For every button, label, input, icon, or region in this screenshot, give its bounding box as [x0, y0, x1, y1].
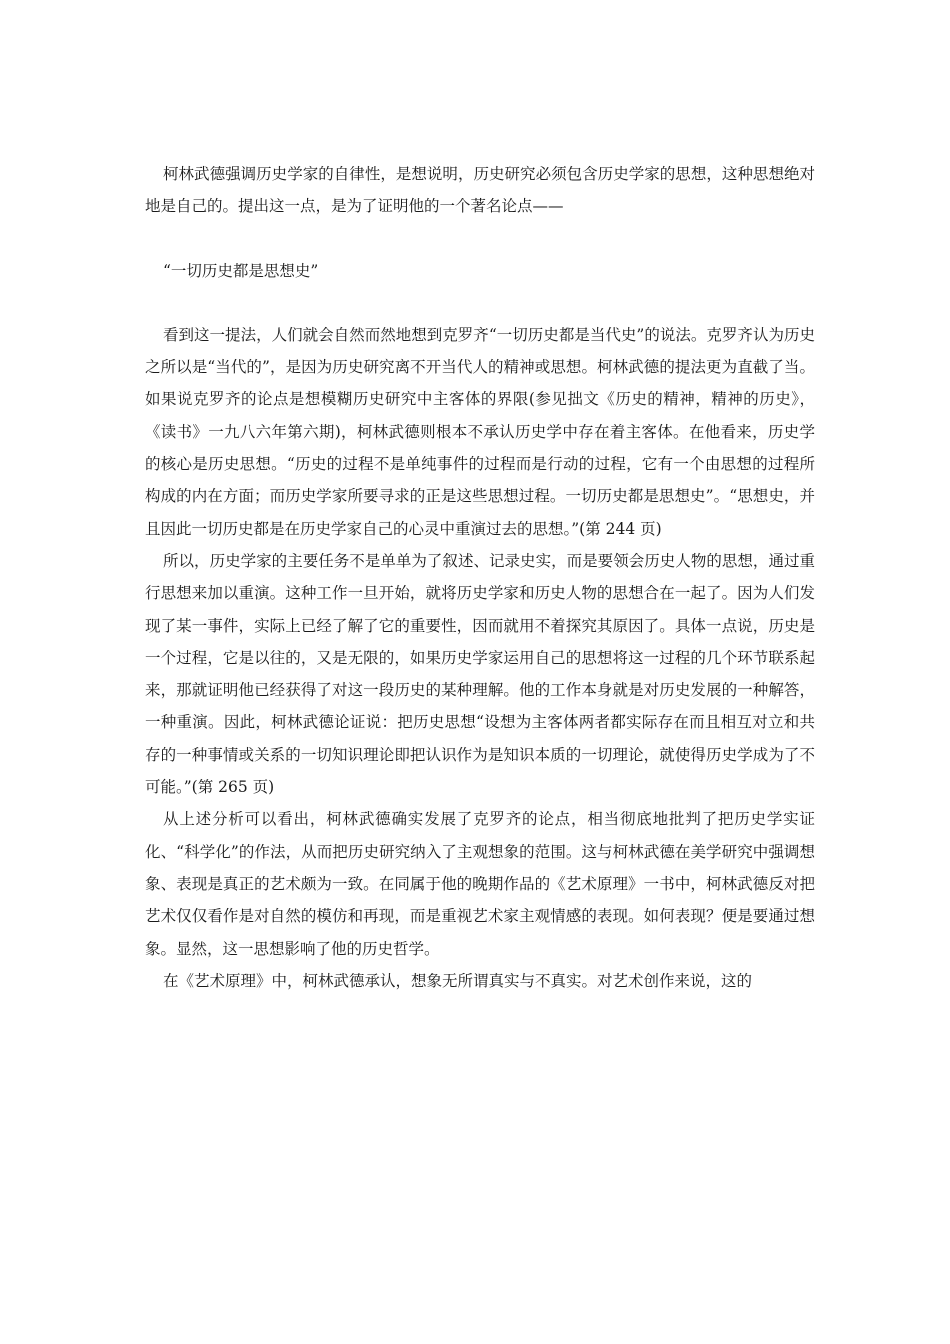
paragraph-intro: 柯林武德强调历史学家的自律性，是想说明，历史研究必须包含历史学家的思想，这种思想绝对地是自己的。提出这一点，是为了证明他的一个著名论点——	[145, 165, 815, 216]
paragraph-thesis-quote: “一切历史都是思想史”	[163, 261, 319, 280]
paragraph-analysis: 从上述分析可以看出，柯林武德确实发展了克罗齐的论点，相当彻底地批判了把历史学实证化、“科学化”的作法，从而把历史研究纳入了主观想象的范围。这与柯林武德在美学研究中强调想象、表现是真正的艺术颇为一致。在同属于他的晚期作品的《艺术原理》一书中，柯林武德反对把艺术仅仅看作是对自然的模仿和再现，而是重视艺术家主观情感的表现。如何表现？便是要通过想象。显然，这一思想影响了他的历史哲学。	[145, 810, 815, 958]
paragraph-historian-task: 所以，历史学家的主要任务不是单单为了叙述、记录史实，而是要领会历史人物的思想，通过重行思想来加以重演。这种工作一旦开始，就将历史学家和历史人物的思想合在一起了。因为人们发现了某一事件，实际上已经了解了它的重要性，因而就用不着探究其原因了。具体一点说，历史是一个过程，它是以往的，又是无限的，如果历史学家运用自己的思想将这一过程的几个环节联系起来，那就证明他已经获得了对这一段历史的某种理解。他的工作本身就是对历史发展的一种解答，一种重演。因此，柯林武德论证说：把历史思想“设想为主客体两者都实际存在而且相互对立和共存的一种事情或关系的一切知识理论即把认识作为是知识本质的一切理论，就使得历史学成为了不可能。”(第 265 页)	[145, 551, 815, 797]
paragraph-art-principles: 在《艺术原理》中，柯林武德承认，想象无所谓真实与不真实。对艺术创作来说，这的	[163, 971, 753, 990]
paragraph-croce-comparison: 看到这一提法，人们就会自然而然地想到克罗齐“一切历史都是当代史”的说法。克罗齐认为历史之所以是“当代的”，是因为历史研究离不开当代人的精神或思想。柯林武德的提法更为直截了当。如果说克罗齐的论点是想模糊历史研究中主客体的界限(参见拙文《历史的精神，精神的历史》，《读书》一九八六年第六期)，柯林武德则根本不承认历史学中存在着主客体。在他看来，历史学的核心是历史思想。“历史的过程不是单纯事件的过程而是行动的过程，它有一个由思想的过程所构成的内在方面；而历史学家所要寻求的正是这些思想过程。一切历史都是思想史”。“思想史，并且因此一切历史都是在历史学家自己的心灵中重演过去的思想。”(第 244 页)	[145, 325, 815, 538]
document-body	[145, 158, 815, 997]
